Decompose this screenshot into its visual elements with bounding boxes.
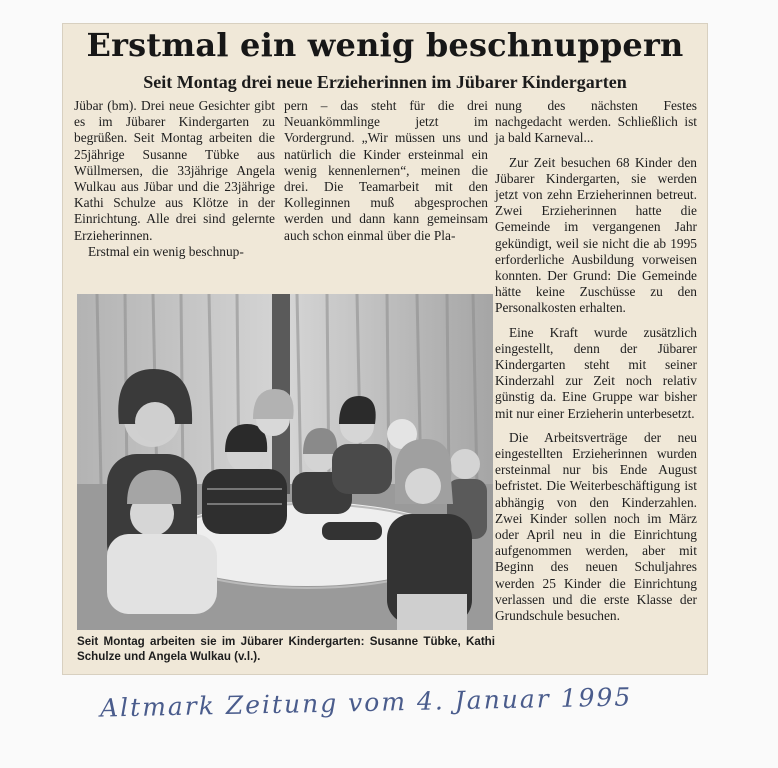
paragraph: Die Arbeitsverträge der neu eingestellten Erzieherinnen wurden ersteinmal nur bis Ende August befristet. Die Weiterbeschäftigung ist abhängig von den Kinderzahlen. Zwei Kinder sollen noch im März oder April neu in die Einrichtung aufgenommen werden, aber mit Beginn des neuen Schuljahres werden 25 Kinder die Einrichtung verlassen und die erste Klasse der Grundschule besuchen. xyxy=(495,429,697,624)
paragraph: pern – das steht für die drei Neuankömmlinge jetzt im Vordergrund. „Wir müssen uns und natürlich die Kinder ersteinmal ein wenig kennenlernen“, meinen die drei. Die Teamarbeit mit den Kolleginnen muß abgesprochen werden und dann kann gemeinsam auch schon einmal über die Pla- xyxy=(284,98,488,243)
handwritten-source-note: Altmark Zeitung vom 4. Januar 1995 xyxy=(99,682,633,723)
article-column-2 xyxy=(284,98,488,244)
paragraph: Zur Zeit besuchen 68 Kinder den Jübarer Kindergarten, sie werden jetzt von zehn Erzieherinnen betreut. Zwei Erzieherinnen hatte die Gemeinde im vergangenen Jahr gekündigt, weil sie nicht die ab 1995 erforderliche Ausbildung vorweisen konnten. Der Grund: Die Gemeinde hätte keine Zuschüsse zu den Personalkosten erhalten. xyxy=(495,154,697,316)
paragraph: Jübar (bm). Drei neue Gesichter gibt es im Jübarer Kindergarten zu begrüßen. Seit Montag arbeiten die 25jährige Susanne Tübke aus Wüllmersen, die 33jährige Angela Wulkau aus Jübar und die 23jährige Kathi Schulze aus Klötze in der Einrichtung. Alle drei sind gelernte Erzieherinnen. xyxy=(74,98,275,243)
newspaper-clipping xyxy=(63,24,707,674)
paragraph: Erstmal ein wenig beschnup- xyxy=(88,243,244,259)
paragraph: Eine Kraft wurde zusätzlich eingestellt, denn der Jübarer Kindergarten steht mit seiner Kinderzahl zur Zeit noch relativ günstig da. Eine Gruppe war bisher mit nur einer Erzieherin unterbesetzt. xyxy=(495,324,697,421)
article-subheadline: Seit Montag drei neue Erzieherinnen im Jübarer Kindergarten xyxy=(143,72,627,92)
kindergarten-photo xyxy=(77,294,493,630)
photo-illustration xyxy=(77,294,493,630)
article-column-3 xyxy=(495,98,697,624)
photo-caption: Seit Montag arbeiten sie im Jübarer Kindergarten: Susanne Tübke, Kathi Schulze und Angela Wulkau (v.l.). xyxy=(77,635,495,663)
article-headline: Erstmal ein wenig beschnuppern xyxy=(86,26,684,64)
article-column-1 xyxy=(74,98,275,260)
paragraph: nung des nächsten Festes nachgedacht werden. Schließlich ist ja bald Karneval... xyxy=(495,98,697,146)
